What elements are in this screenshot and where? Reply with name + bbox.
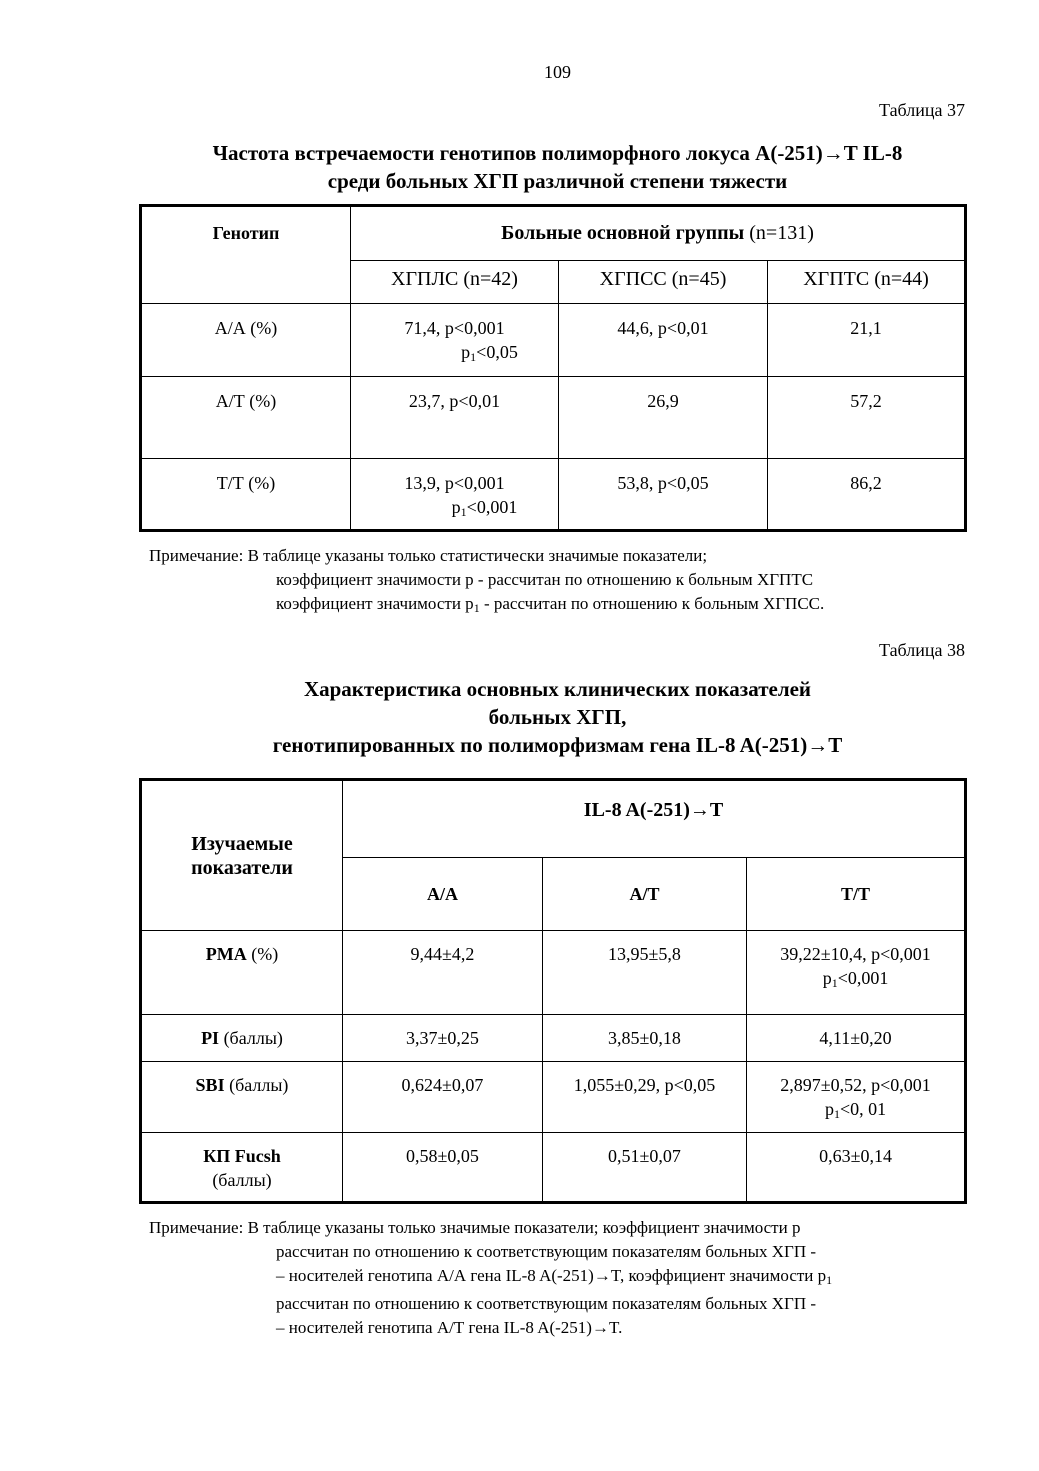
- cell-value: 0,51±0,07: [543, 1133, 747, 1203]
- table-38-title-line-1: Характеристика основных клинических показателей: [303, 677, 812, 701]
- indicator-name: PI: [201, 1028, 220, 1048]
- table-38-title-line-2: больных ХГП,: [488, 705, 627, 729]
- header-genotype: Генотип: [141, 206, 351, 304]
- table-row: [141, 459, 966, 531]
- indicator-unit: (баллы): [219, 1028, 283, 1048]
- indicator-unit: (баллы): [224, 1075, 289, 1095]
- table-37-title-line-2: среди больных ХГП различной степени тяжести: [327, 169, 788, 193]
- header-main-group-n: (n=131): [744, 222, 814, 244]
- p-symbol: p: [461, 342, 471, 362]
- header-main-group: [351, 206, 966, 261]
- table-row: [141, 931, 966, 1015]
- table-row: [141, 1062, 966, 1133]
- p1-value: <0, 01: [839, 1099, 887, 1119]
- indicator-name: КП Fucsh: [203, 1146, 281, 1166]
- header-indicators: Изучаемые показатели: [141, 780, 343, 931]
- cell-p1-line: [747, 966, 964, 995]
- cell-value: 26,9: [559, 377, 768, 459]
- row-label: [141, 1133, 343, 1203]
- table-38-title: [0, 675, 1039, 759]
- row-label: Т/Т (%): [141, 459, 351, 531]
- cell-value: 86,2: [768, 459, 966, 531]
- p-symbol: p: [824, 1099, 834, 1119]
- cell-value: [747, 1062, 966, 1133]
- table-37: [139, 204, 967, 532]
- table-row: [141, 377, 966, 459]
- cell-value: 0,624±0,07: [343, 1062, 543, 1133]
- note-line: коэффициент значимости р - рассчитан по отношению к больным ХГПТС: [276, 570, 814, 589]
- cell-value: 23,7, p<0,01: [351, 377, 559, 459]
- table-row: [141, 304, 966, 377]
- cell-value: 53,8, p<0,05: [559, 459, 768, 531]
- p-symbol: p: [822, 968, 832, 988]
- table-38-label: Таблица 38: [879, 640, 965, 660]
- cell-value: 13,95±5,8: [543, 931, 747, 1015]
- cell-value: 1,055±0,29, p<0,05: [543, 1062, 747, 1133]
- table-37-title: [0, 139, 1039, 195]
- cell-value: 3,37±0,25: [343, 1015, 543, 1062]
- row-label: [141, 1062, 343, 1133]
- subscript: 1: [460, 505, 467, 519]
- cell-value: 57,2: [768, 377, 966, 459]
- table-37-label: Таблица 37: [879, 100, 965, 120]
- note-line: [149, 1264, 832, 1292]
- note-text: коэффициент значимости р: [276, 594, 474, 613]
- note-text: - рассчитан по отношению к больным ХГПСС.: [479, 594, 825, 613]
- note-line: рассчитан по отношению к соответствующим показателям больных ХГП -: [276, 1294, 817, 1313]
- header-main-group-label: Больные основной группы: [501, 222, 745, 244]
- cell-value: [351, 304, 559, 377]
- indicator-unit: (%): [246, 944, 279, 964]
- note-text: – носителей генотипа А/А гена IL-8 A(-251)→T, коэффициент значимости р: [276, 1266, 827, 1285]
- page-number: 109: [544, 62, 571, 82]
- subscript: 1: [833, 1107, 840, 1121]
- table-38: [139, 778, 967, 1204]
- indicator-unit: (баллы): [212, 1170, 272, 1190]
- row-label: А/А (%): [141, 304, 351, 377]
- cell-value: [747, 931, 966, 1015]
- table-37-note: [149, 544, 824, 620]
- cell-value: 44,6, p<0,01: [559, 304, 768, 377]
- indicator-name: PMA: [205, 944, 247, 964]
- header-hgpss: ХГПСС (n=45): [559, 261, 768, 304]
- cell-line: 2,897±0,52, p<0,001: [780, 1075, 931, 1095]
- header-hgpts: ХГПТС (n=44): [768, 261, 966, 304]
- note-line: Примечание: В таблице указаны только статистически значимые показатели;: [149, 546, 708, 565]
- table-row: [141, 1133, 966, 1203]
- header-aa: A/A: [343, 858, 543, 931]
- p-symbol: p: [451, 497, 461, 517]
- cell-value: 3,85±0,18: [543, 1015, 747, 1062]
- subscript: 1: [473, 601, 480, 615]
- note-line: [149, 592, 824, 620]
- p1-value: <0,001: [837, 968, 889, 988]
- cell-value: 0,58±0,05: [343, 1133, 543, 1203]
- cell-p1-line: [351, 340, 558, 369]
- table-37-title-line-1: Частота встречаемости генотипов полиморфного локуса A(-251)→T IL-8: [212, 141, 903, 165]
- subscript: 1: [831, 976, 838, 990]
- cell-line: 39,22±10,4, p<0,001: [780, 944, 931, 964]
- note-line: рассчитан по отношению к соответствующим показателям больных ХГП -: [276, 1242, 817, 1261]
- p1-value: <0,001: [466, 497, 518, 517]
- cell-value: 9,44±4,2: [343, 931, 543, 1015]
- cell-p1-line: [747, 1097, 964, 1126]
- subscript: 1: [470, 350, 477, 364]
- cell-line: 13,9, p<0,001: [404, 473, 505, 493]
- row-label: [141, 1015, 343, 1062]
- header-hgpls: ХГПЛС (n=42): [351, 261, 559, 304]
- subscript: 1: [826, 1273, 833, 1287]
- indicator-name: SBI: [195, 1075, 225, 1095]
- note-line: Примечание: В таблице указаны только значимые показатели; коэффициент значимости р: [149, 1218, 801, 1237]
- cell-line: 71,4, p<0,001: [404, 318, 505, 338]
- row-label: [141, 931, 343, 1015]
- table-38-note: [149, 1216, 832, 1340]
- cell-value: 4,11±0,20: [747, 1015, 966, 1062]
- cell-p1-line: [351, 495, 558, 524]
- header-gene: IL-8 A(-251)→T: [343, 780, 966, 858]
- header-tt: T/T: [747, 858, 966, 931]
- header-at: A/T: [543, 858, 747, 931]
- cell-value: 0,63±0,14: [747, 1133, 966, 1203]
- p1-value: <0,05: [476, 342, 518, 362]
- cell-value: [351, 459, 559, 531]
- table-38-title-line-3: генотипированных по полиморфизмам гена IL-8 A(-251)→T: [272, 733, 843, 757]
- row-label: А/Т (%): [141, 377, 351, 459]
- table-row: [141, 1015, 966, 1062]
- cell-value: 21,1: [768, 304, 966, 377]
- note-line: – носителей генотипа А/Т гена IL-8 A(-251)→T.: [276, 1318, 623, 1337]
